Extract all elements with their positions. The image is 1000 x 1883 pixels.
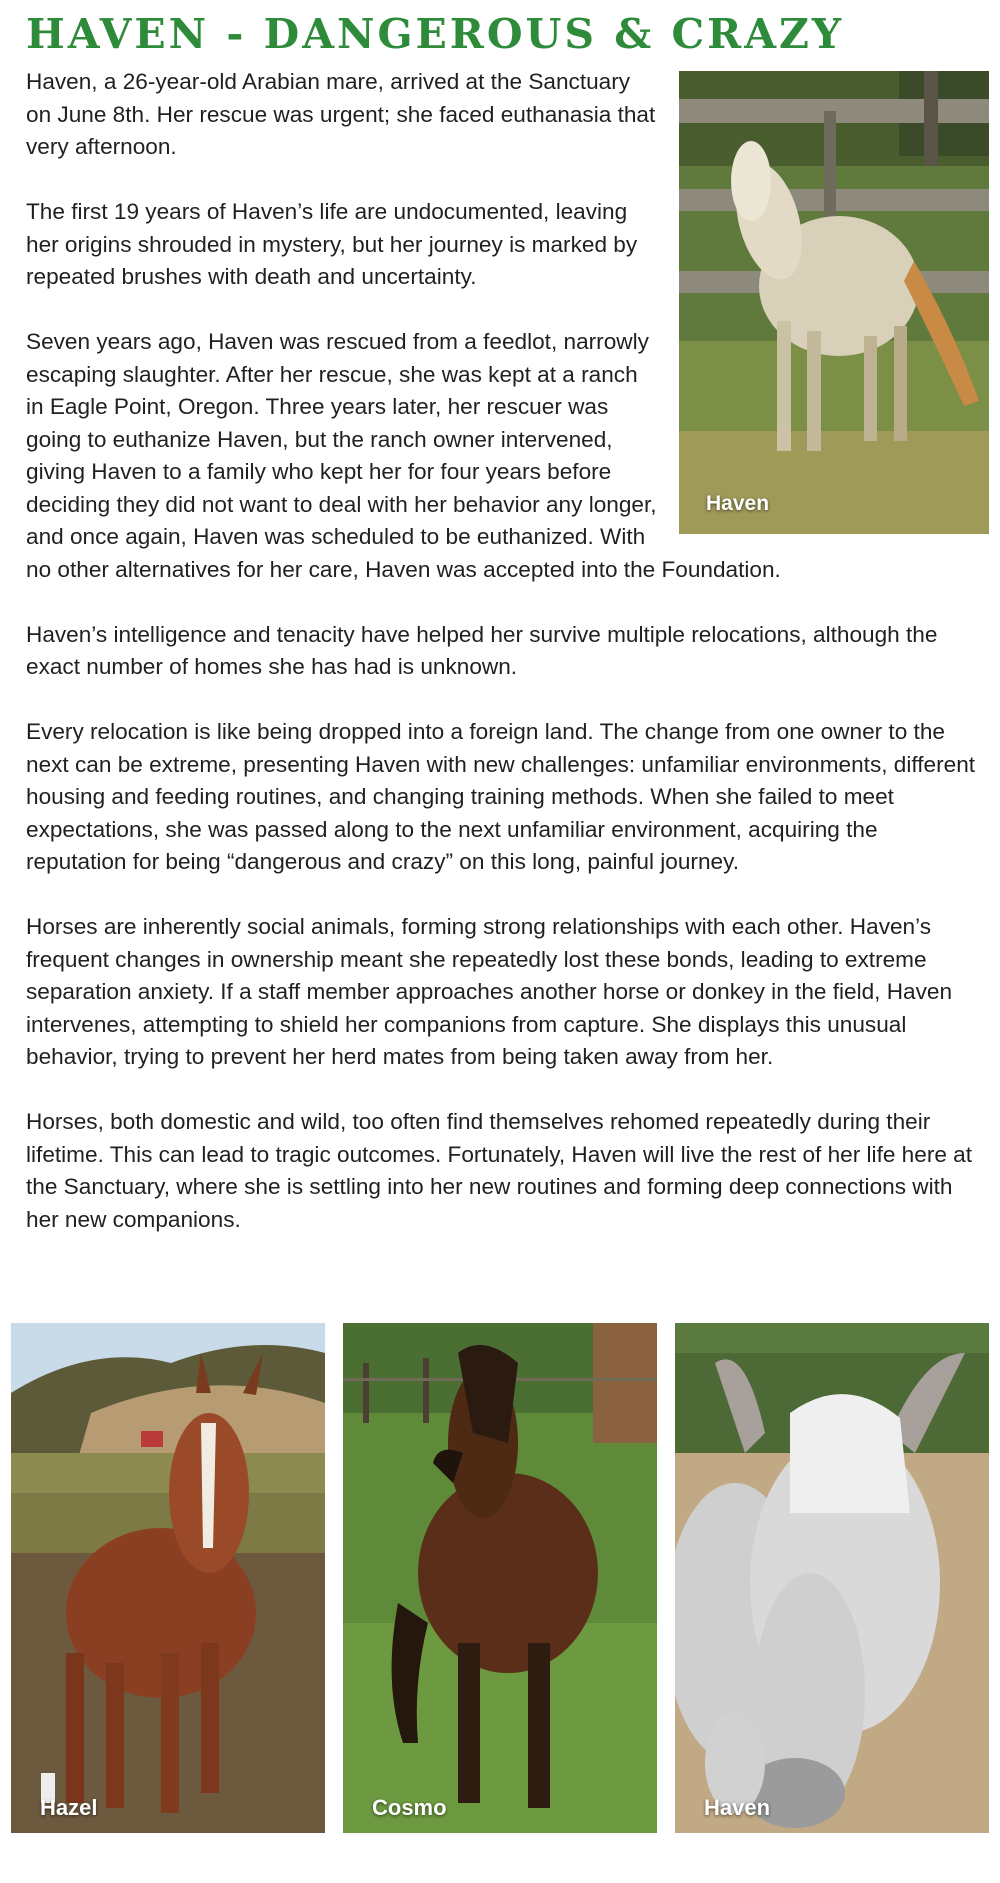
article-paragraph: Haven’s intelligence and tenacity have helped her survive multiple relocations, although the exact number of homes she has had is unknown. <box>26 621 938 679</box>
lead-photo-image <box>679 71 989 534</box>
gallery-caption-cosmo: Cosmo <box>372 1795 447 1820</box>
lead-photo-haven <box>679 71 989 534</box>
gallery-photo-haven-image <box>675 1323 989 1833</box>
lead-photo-caption: Haven <box>706 491 770 515</box>
gallery-photo-hazel-image <box>11 1323 325 1833</box>
gallery-caption-hazel: Hazel <box>40 1795 98 1820</box>
gallery-photo-cosmo-image <box>343 1323 657 1833</box>
article-paragraph: Haven, a 26-year-old Arabian mare, arrived at the Sanctuary on June 8th. Her rescue was urgent; she faced euthanasia that very afternoon. <box>26 69 656 159</box>
gallery-caption-haven: Haven <box>704 1795 771 1820</box>
gallery-photo-hazel <box>11 1323 325 1833</box>
article-title: HAVEN - DANGEROUS & CRAZY <box>26 10 845 58</box>
article-paragraph: Seven years ago, Haven was rescued from a feedlot, narrowly escaping slaughter. After her rescue, she was kept at a ranch in Eagle Point, Oregon. Three years later, her rescuer was going to euthanize Haven, but the ranch owner intervened, giving Haven to a family who kept her for four years before deciding they did not want to deal with her behavior any longer, and once again, Haven was scheduled to be euthanized. With no other alternatives for her care, Haven was accepted into the Foundation. <box>26 329 781 582</box>
article-paragraph: Every relocation is like being dropped into a foreign land. The change from one owner to the next can be extreme, presenting Haven with new challenges: unfamiliar environments, different housing and feeding routines, and changing training methods. When she failed to meet expectations, she was passed along to the next unfamiliar environment, acquiring the reputation for being “dangerous and crazy” on this long, painful journey. <box>26 719 976 874</box>
gallery-photo-cosmo <box>343 1323 657 1833</box>
article-paragraph: Horses are inherently social animals, forming strong relationships with each other. Haven’s frequent changes in ownership meant she repeatedly lost these bonds, leading to extreme separation anxiety. If a staff member approaches another horse or donkey in the field, Haven intervenes, attempting to shield her companions from capture. She displays this unusual behavior, trying to prevent her herd mates from being taken away from her. <box>26 914 953 1069</box>
article-paragraph: The first 19 years of Haven’s life are undocumented, leaving her origins shrouded in mystery, but her journey is marked by repeated brushes with death and uncertainty. <box>26 199 638 289</box>
gallery-photo-haven <box>675 1323 989 1833</box>
article-paragraph: Horses, both domestic and wild, too often find themselves rehomed repeatedly during their lifetime. This can lead to tragic outcomes. Fortunately, Haven will live the rest of her life here at the Sanctuary, where she is settling into her new routines and forming deep connections with her new companions. <box>26 1109 973 1232</box>
article-body <box>26 66 978 1269</box>
